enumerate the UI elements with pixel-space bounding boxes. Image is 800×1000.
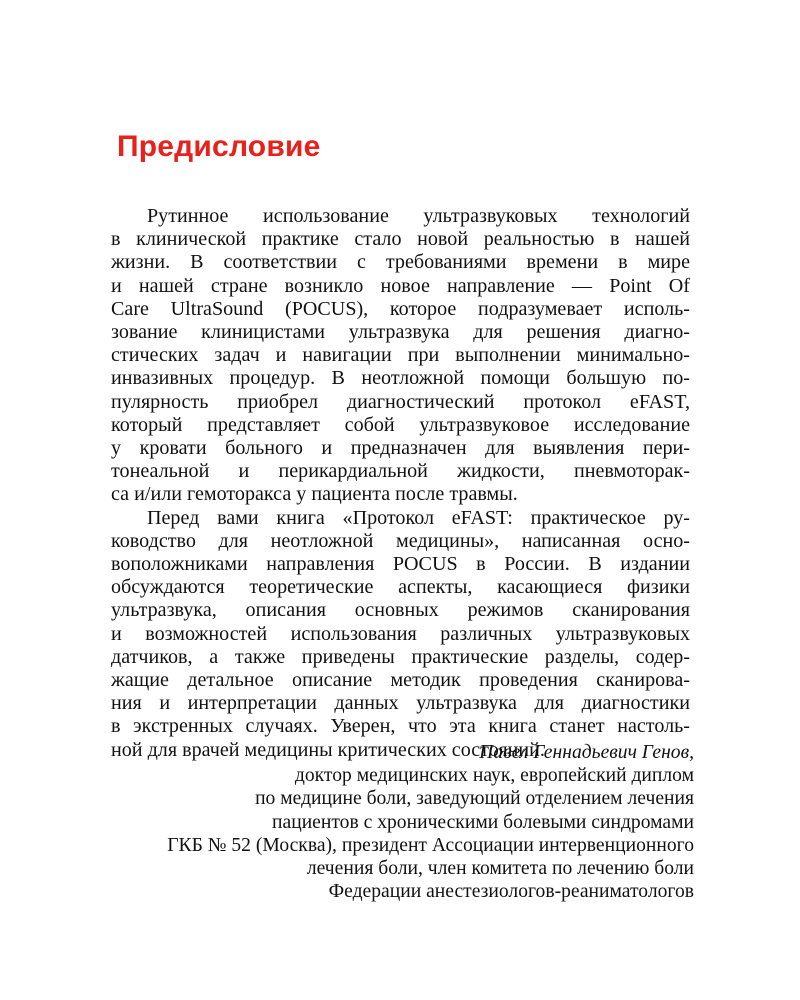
text-line: ной для врачей медицины критических состояний. [111,738,545,761]
text-line: в клинической практике стало новой реальностью в нашей [111,228,690,251]
text-line: и нашей стране возникло новое направление — Point Of [111,274,690,297]
text-line: ультразвука, описания основных режимов сканирования [111,599,690,622]
text-line: который представляет собой ультразвуковое исследование [111,413,690,436]
text-line: и возможностей использования различных ультразвуковых [111,622,690,645]
text-line: у кровати больного и предназначен для выявления пери- [111,437,690,460]
text-line: ководство для неотложной медицины», написанная осно- [111,529,690,552]
author-name: Павел Геннадьевич Генов, [479,742,694,763]
text-line: тонеальной и перикардиальной жидкости, пневмоторак- [111,460,690,483]
author-credential-line: Федерации анестезиологов-реаниматологов [328,881,694,903]
text-line: Перед вами книга «Протокол eFAST: практическое ру- [147,506,690,529]
text-line: жащие детальное описание методик проведения сканирова- [111,669,690,692]
text-line: ния и интерпретации данных ультразвука для диагностики [111,692,690,715]
text-line: пулярность приобрел диагностический протокол eFAST, [111,390,690,413]
text-line: обсуждаются теоретические аспекты, касающиеся физики [111,576,690,599]
text-line: датчиков, а также приведены практические разделы, содер- [111,645,690,668]
text-line: Рутинное использование ультразвуковых технологий [147,205,690,227]
text-line: жизни. В соответствии с требованиями времени в мире [111,251,690,274]
text-line: са и/или гемоторакса у пациента после травмы. [111,483,518,506]
text-line: в экстренных случаях. Уверен, что эта книга станет настоль- [111,715,690,738]
author-credential-line: пациентов с хроническими болевыми синдромами [272,811,694,833]
text-line: стических задач и навигации при выполнении минимально- [111,344,690,367]
author-credential-line: лечения боли, член комитета по лечению боли [306,858,694,880]
text-line: Care UltraSound (POCUS), которое подразумевает исполь- [111,297,690,320]
author-credential-line: доктор медицинских наук, европейский диплом [294,765,694,787]
text-line: зование клиницистами ультразвука для решения диагно- [111,321,690,344]
signature-block [167,741,694,903]
author-credential-line: ГКБ № 52 (Москва), президент Ассоциации интервенционного [167,834,694,856]
text-line: инвазивных процедур. В неотложной помощи большую по- [111,367,690,390]
text-line: воположниками направления POCUS в России. В издании [111,553,690,576]
page-title: Предисловие [117,130,321,163]
author-credential-line: по медицине боли, заведующий отделением лечения [255,788,694,810]
foreword-body [111,205,690,762]
